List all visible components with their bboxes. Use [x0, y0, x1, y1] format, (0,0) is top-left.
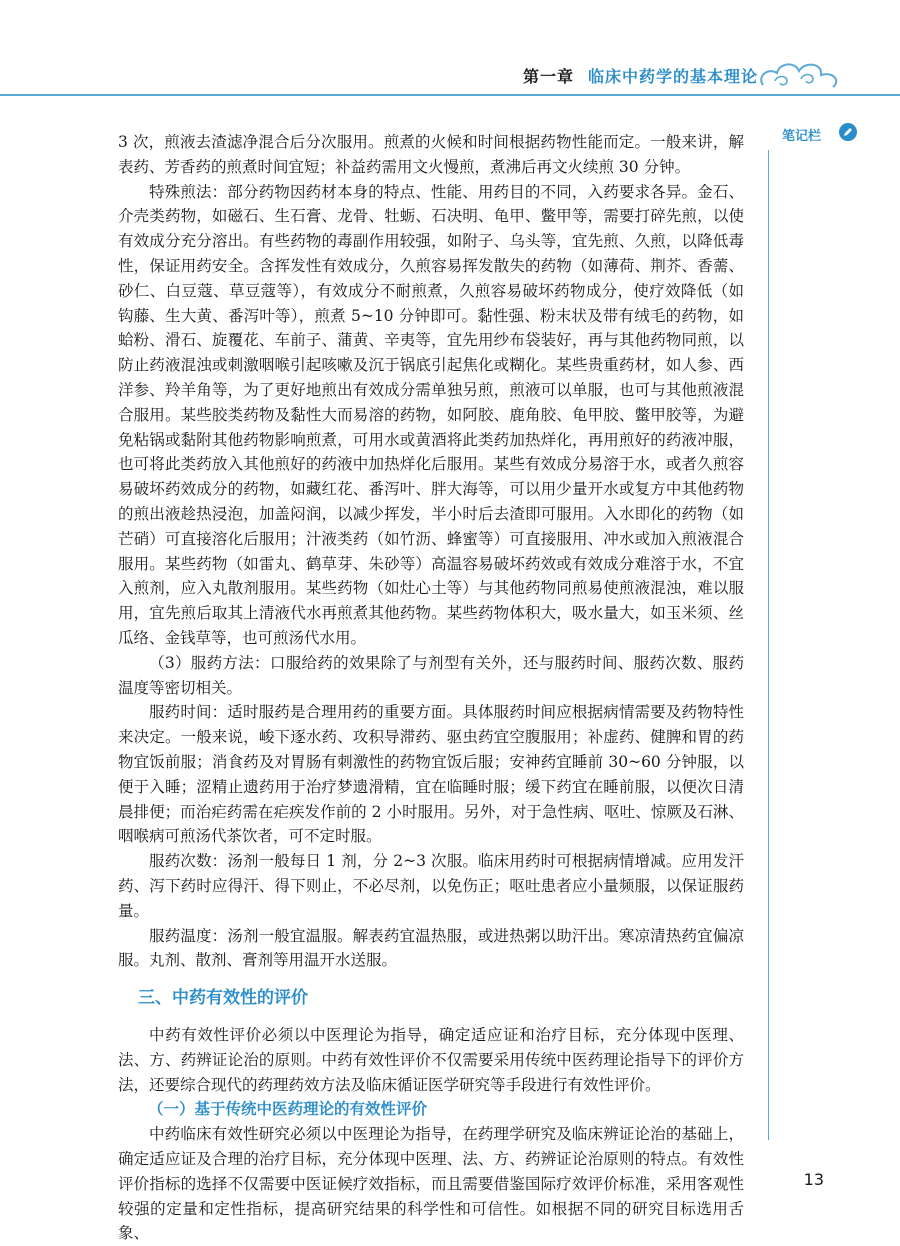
chapter-label: 第一章: [522, 67, 574, 86]
running-head: [523, 64, 758, 87]
body-paragraph: 特殊煎法：部分药物因药材本身的特点、性能、用药目的不同，入药要求各异。金石、介壳类药物，如磁石、生石膏、龙骨、牡蛎、石决明、龟甲、鳖甲等，需要打碎先煎，以使有效成分充分溶出。有些药物的毒副作用较强，如附子、乌头等，宜先煎、久煎，以降低毒性，保证用药安全。含挥发性有效成分，久煎容易挥发散失的药物（如薄荷、荆芥、香薷、砂仁、白豆蔻、草豆蔻等），有效成分不耐煎煮，久煎容易破坏药物成分，使疗效降低（如钩藤、生大黄、番泻叶等），煎煮 5~10 分钟即可。黏性强、粉末状及带有绒毛的药物，如蛤粉、滑石、旋覆花、车前子、蒲黄、辛夷等，宜先用纱布袋装好，再与其他药物同煎，以防止药液混浊或刺激咽喉引起咳嗽及沉于锅底引起焦化或糊化。某些贵重药材，如人参、西洋参、羚羊角等，为了更好地煎出有效成分需单独另煎，煎液可以单服，也可与其他煎液混合服用。某些胶类药物及黏性大而易溶的药物，如阿胶、鹿角胶、龟甲胶、鳖甲胶等，为避免粘锅或黏附其他药物影响煎煮，可用水或黄酒将此类药加热烊化，再用煎好的药液冲服，也可将此类药放入其他煎好的药液中加热烊化后服用。某些有效成分易溶于水，或者久煎容易破坏药效成分的药物，如藏红花、番泻叶、胖大海等，可以用少量开水或复方中其他药物的煎出液趁热浸泡，加盖闷润，以减少挥发，半小时后去渣即可服用。入水即化的药物（如芒硝）可直接溶化后服用；汁液类药（如竹沥、蜂蜜等）可直接服用、冲水或加入煎液混合服用。某些药物（如雷丸、鹤草芽、朱砂等）高温容易破坏药效或有效成分难溶于水，不宜入煎剂，应入丸散剂服用。某些药物（如灶心土等）与其他药物同煎易使煎液混浊，难以服用，宜先煎后取其上清液代水再煎煮其他药物。某些药物体积大，吸水量大，如玉米须、丝瓜络、金钱草等，也可煎汤代水用。: [118, 182, 744, 647]
body-paragraph: 服药次数：汤剂一般每日 1 剂，分 2~3 次服。临床用药时可根据病情增减。应用发汗药、泻下药时应得汗、得下则止，不必尽剂，以免伤正；呕吐患者应小量频服，以保证服药量。: [118, 852, 744, 920]
body-paragraph: 3 次，煎液去渣滤净混合后分次服用。煎煮的火候和时间根据药物性能而定。一般来讲，解表药、芳香药的煎煮时间宜短；补益药需用文火慢煎，煮沸后再文火续煎 30 分钟。: [118, 133, 744, 176]
header-rule: [0, 94, 900, 96]
page-number: 13: [803, 1170, 824, 1189]
page-header: [0, 0, 900, 105]
note-column-label: 笔记栏: [782, 129, 822, 144]
pencil-icon: [838, 122, 858, 142]
body-paragraph: 服药时间：适时服药是合理用药的重要方面。具体服药时间应根据病情需要及药物特性来决定。一般来说，峻下逐水药、攻积导滞药、驱虫药宜空腹服用；补虚药、健脾和胃的药物宜饭前服；消食药及对胃肠有刺激性的药物宜饭后服；安神药宜睡前 30~60 分钟服，以便于入睡；涩精止遗药用于治疗梦遗滑精，宜在临睡时服；缓下药宜在睡前服，以便次日清晨排便；而治疟药需在疟疾发作前的 2 小时服用。另外，对于急性病、呕吐、惊厥及石淋、咽喉病可煎汤代茶饮者，可不定时服。: [118, 703, 744, 846]
subsection-heading: （一）基于传统中医药理论的有效性评价: [148, 1100, 428, 1119]
chapter-title: 临床中药学的基本理论: [587, 67, 758, 86]
note-column-rule: [768, 150, 769, 1140]
body-paragraph: 中药有效性评价必须以中医理论为指导，确定适应证和治疗目标，充分体现中医理、法、方、药辨证论治的原则。中药有效性评价不仅需要采用传统中医药理论指导下的评价方法，还要综合现代的药理药效方法及临床循证医学研究等手段进行有效性评价。: [118, 1026, 744, 1094]
cloud-ornament-icon: [755, 55, 845, 95]
body-paragraph: 服药温度：汤剂一般宜温服。解表药宜温热服，或进热粥以助汗出。寒凉清热药宜偏凉服。丸剂、散剂、膏剂等用温开水送服。: [118, 926, 744, 970]
section-heading: 三、中药有效性的评价: [138, 988, 308, 1009]
page-body: [118, 130, 744, 1246]
body-paragraph: 中药临床有效性研究必须以中医理论为指导，在药理学研究及临床辨证论治的基础上，确定适应证及合理的治疗目标，充分体现中医理、法、方、药辨证论治原则的特点。有效性评价指标的选择不仅需要中医证候疗效指标，而且需要借鉴国际疗效评价标准，采用客观性较强的定量和定性指标，提高研究结果的科学性和可信性。如根据不同的研究目标选用舌象、: [118, 1125, 744, 1243]
body-paragraph: （3）服药方法：口服给药的效果除了与剂型有关外，还与服药时间、服药次数、服药温度等密切相关。: [118, 653, 744, 697]
